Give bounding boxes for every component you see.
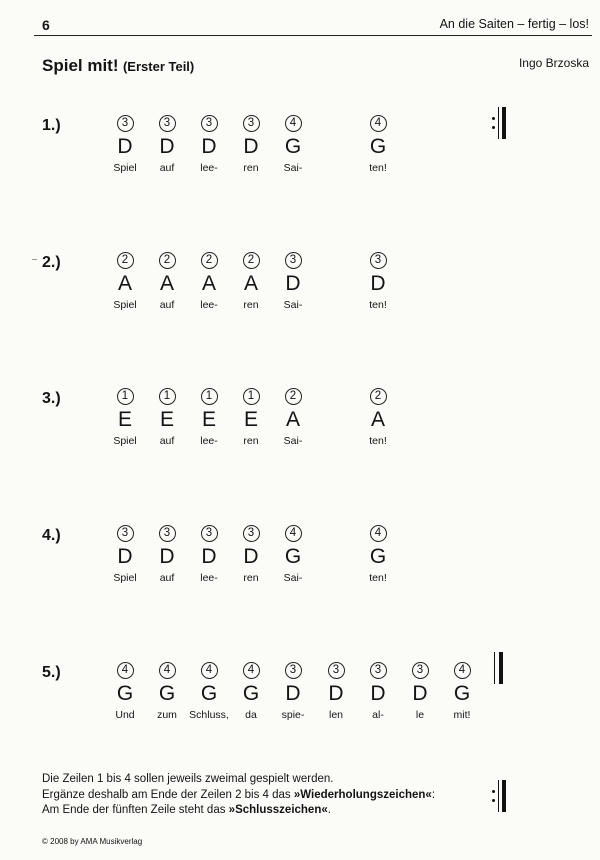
note-name: G — [369, 135, 387, 158]
string-number: 3 — [201, 115, 218, 132]
lyric-syllable: ren — [243, 299, 259, 311]
lyric-syllable: Spiel — [113, 162, 137, 174]
song-title — [42, 56, 194, 76]
instruction-text: Ergänze deshalb am Ende der Zeilen 2 bis 4 das — [42, 788, 291, 801]
string-number: 4 — [285, 525, 302, 542]
string-number: 1 — [201, 388, 218, 405]
string-number: 3 — [370, 252, 387, 269]
note-name: D — [201, 545, 217, 568]
exercise-row — [0, 662, 600, 742]
note-name: A — [243, 272, 258, 295]
string-number: 4 — [454, 662, 471, 679]
string-number: 2 — [285, 388, 302, 405]
lyric-syllable: auf — [159, 299, 175, 311]
string-number: 4 — [159, 662, 176, 679]
note-name: G — [200, 682, 218, 705]
lyric-syllable: Sai- — [283, 572, 303, 584]
song-title-subtitle: (Erster Teil) — [122, 59, 195, 74]
string-number: 2 — [159, 252, 176, 269]
book-title: An die Saiten – fertig – los! — [439, 17, 589, 31]
repeat-sign-example-icon — [490, 780, 514, 814]
lyric-syllable: Und — [115, 709, 135, 721]
exercise-number: 2.) — [42, 254, 61, 271]
string-number: 3 — [285, 252, 302, 269]
exercise-row — [0, 388, 600, 468]
note-name: D — [370, 682, 386, 705]
note-name: A — [370, 408, 385, 431]
lyric-syllable: zum — [157, 709, 177, 721]
note-name: D — [159, 545, 175, 568]
instruction-punct: : — [431, 788, 436, 801]
instruction-text: Am Ende der fünften Zeile steht das — [42, 804, 226, 816]
note-name: G — [116, 682, 134, 705]
note-name: G — [284, 545, 302, 568]
string-number: 3 — [285, 662, 302, 679]
song-title-main: Spiel mit! — [42, 56, 119, 75]
lyric-syllable: mit! — [453, 709, 471, 721]
string-number: 2 — [201, 252, 218, 269]
string-number: 4 — [370, 525, 387, 542]
lyric-syllable: ten! — [369, 162, 387, 174]
string-number: 3 — [117, 525, 134, 542]
note-name: A — [201, 272, 216, 295]
instructions — [42, 772, 435, 819]
note-name: A — [285, 408, 300, 431]
lyric-syllable: Sai- — [283, 299, 303, 311]
lyric-syllable: lee- — [200, 162, 218, 174]
exercise-row — [0, 525, 600, 605]
lyric-syllable: ren — [243, 572, 259, 584]
string-number: 2 — [243, 252, 260, 269]
note-name: D — [285, 272, 301, 295]
lyric-syllable: spie- — [281, 709, 305, 721]
lyric-syllable: Spiel — [113, 299, 137, 311]
exercise-row — [0, 115, 600, 195]
lyric-syllable: ten! — [369, 435, 387, 447]
string-number: 4 — [370, 115, 387, 132]
string-number: 1 — [243, 388, 260, 405]
string-number: 3 — [159, 525, 176, 542]
lyric-syllable: da — [245, 709, 257, 721]
lyric-syllable: Schluss, — [189, 709, 229, 721]
instruction-punct: . — [327, 804, 331, 816]
string-number: 2 — [370, 388, 387, 405]
note-name: D — [201, 135, 217, 158]
lyric-syllable: ten! — [369, 572, 387, 584]
header-rule — [34, 35, 592, 36]
note-name: E — [159, 408, 174, 431]
lyric-syllable: auf — [159, 435, 175, 447]
exercise-number: 5.) — [42, 664, 61, 681]
string-number: 3 — [370, 662, 387, 679]
string-number: 3 — [243, 115, 260, 132]
note-name: D — [370, 272, 386, 295]
note-name: G — [284, 135, 302, 158]
note-name: D — [285, 682, 301, 705]
string-number: 4 — [243, 662, 260, 679]
note-name: E — [201, 408, 216, 431]
string-number: 3 — [412, 662, 429, 679]
string-number: 3 — [201, 525, 218, 542]
lyric-syllable: Sai- — [283, 435, 303, 447]
lyric-syllable: auf — [159, 162, 175, 174]
lyric-syllable: al- — [372, 709, 384, 721]
instruction-line-3 — [42, 803, 435, 819]
note-name: D — [243, 545, 259, 568]
string-number: 3 — [159, 115, 176, 132]
exercise-number: 4.) — [42, 527, 61, 544]
lyric-syllable: Spiel — [113, 572, 137, 584]
note-name: A — [117, 272, 132, 295]
copyright: © 2008 by AMA Musikverlag — [42, 837, 143, 846]
instruction-line-1: Die Zeilen 1 bis 4 sollen jeweils zweimal gespielt werden. — [42, 773, 334, 785]
string-number: 1 — [159, 388, 176, 405]
lyric-syllable: ren — [243, 435, 259, 447]
lyric-syllable: lee- — [200, 435, 218, 447]
string-number: 3 — [243, 525, 260, 542]
instruction-line-2 — [42, 788, 435, 804]
string-number: 3 — [117, 115, 134, 132]
note-name: D — [117, 545, 133, 568]
lyric-syllable: auf — [159, 572, 175, 584]
lyric-syllable: ten! — [369, 299, 387, 311]
lyric-syllable: lee- — [200, 299, 218, 311]
lyric-syllable: ren — [243, 162, 259, 174]
lyric-syllable: le — [415, 709, 425, 721]
lyric-syllable: len — [328, 709, 343, 721]
note-name: G — [158, 682, 176, 705]
note-name: D — [243, 135, 259, 158]
page-number: 6 — [42, 17, 50, 33]
lyric-syllable: Sai- — [283, 162, 303, 174]
string-number: 4 — [285, 115, 302, 132]
note-name: E — [117, 408, 132, 431]
string-number: 1 — [117, 388, 134, 405]
final-barline-icon — [494, 652, 510, 686]
exercise-row — [0, 252, 600, 332]
note-name: D — [117, 135, 133, 158]
repeat-sign-icon — [490, 107, 514, 141]
lyric-syllable: lee- — [200, 572, 218, 584]
note-name: A — [159, 272, 174, 295]
note-name: D — [328, 682, 344, 705]
note-name: G — [369, 545, 387, 568]
note-name: D — [412, 682, 428, 705]
note-name: G — [242, 682, 260, 705]
note-name: E — [243, 408, 258, 431]
final-sign-term: »Schlusszeichen« — [228, 804, 328, 816]
lyric-syllable: Spiel — [113, 435, 137, 447]
composer: Ingo Brzoska — [518, 56, 589, 70]
note-name: G — [453, 682, 471, 705]
repeat-sign-term: »Wiederholungszeichen« — [293, 788, 432, 801]
string-number: 2 — [117, 252, 134, 269]
string-number: 4 — [117, 662, 134, 679]
note-name: D — [159, 135, 175, 158]
exercise-number: 3.) — [42, 390, 61, 407]
exercise-number: 1.) — [42, 117, 61, 134]
string-number: 3 — [328, 662, 345, 679]
string-number: 4 — [201, 662, 218, 679]
